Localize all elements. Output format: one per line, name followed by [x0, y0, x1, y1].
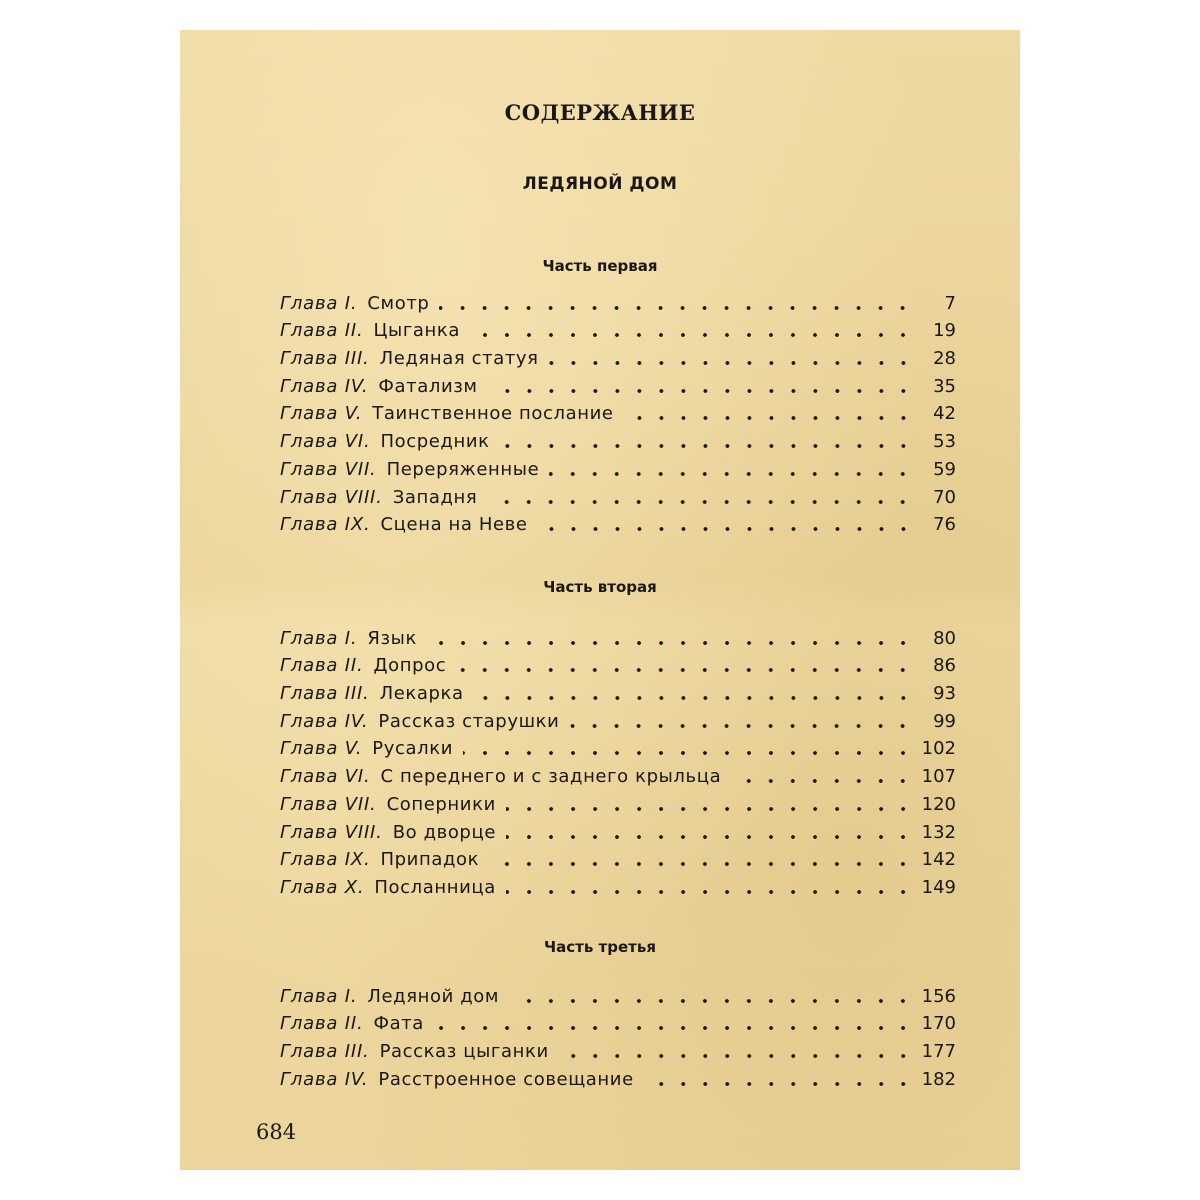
toc-entry	[280, 705, 956, 733]
chapter-label: Глава VII.	[280, 793, 377, 815]
chapter-label: Глава II.	[280, 1013, 364, 1035]
chapter-title: Сцена на Неве	[380, 514, 528, 536]
chapter-page: 156	[921, 985, 956, 1007]
toc-entry	[280, 342, 956, 370]
page-number: 684	[256, 1120, 297, 1144]
part-title-3: Часть третья	[544, 938, 656, 956]
chapter-page: 149	[921, 876, 956, 898]
dot-leader	[506, 834, 914, 840]
chapter-label: Глава VII.	[280, 458, 377, 480]
toc-entry	[280, 844, 956, 872]
chapter-label: Глава VIII.	[280, 486, 383, 508]
chapter-page: 107	[921, 766, 956, 788]
chapter-label: Глава III.	[280, 348, 370, 370]
toc-entry	[280, 425, 956, 453]
toc-entry	[280, 677, 956, 705]
dot-leader	[644, 1081, 914, 1087]
toc-entry	[280, 622, 956, 650]
toc-entry	[280, 980, 956, 1008]
chapter-label: Глава III.	[280, 1041, 370, 1063]
part-title-2: Часть вторая	[543, 578, 657, 596]
chapter-title: Рассказ старушки	[378, 710, 560, 732]
chapter-title: Расстроенное совещание	[378, 1068, 634, 1090]
dot-leader	[470, 332, 914, 338]
dot-leader	[427, 640, 914, 646]
chapter-page: 80	[933, 627, 956, 649]
dot-leader	[474, 695, 914, 701]
chapter-title: Смотр	[367, 292, 430, 314]
chapter-title: Переряженные	[386, 458, 540, 480]
chapter-label: Глава I.	[280, 292, 358, 314]
chapter-page: 28	[933, 348, 956, 370]
chapter-label: Глава III.	[280, 683, 370, 705]
chapter-label: Глава I.	[280, 627, 358, 649]
part-title-1: Часть первая	[542, 257, 658, 275]
chapter-page: 76	[933, 514, 956, 536]
dot-leader	[624, 415, 914, 421]
dot-leader	[549, 360, 914, 366]
dot-leader	[489, 861, 914, 867]
dot-leader	[731, 778, 914, 784]
dot-leader	[549, 471, 914, 477]
chapter-page: 93	[933, 683, 956, 705]
dot-leader	[569, 723, 914, 729]
work-title: ЛЕДЯНОЙ ДОМ	[522, 174, 678, 194]
toc-entry	[280, 315, 956, 343]
chapter-label: Глава I.	[280, 985, 358, 1007]
chapter-label: Глава VIII.	[280, 821, 383, 843]
chapter-page: 99	[933, 710, 956, 732]
dot-leader	[538, 526, 914, 532]
toc-entry	[280, 1008, 956, 1036]
chapter-title: Посредник	[380, 431, 490, 453]
toc-entry	[280, 760, 956, 788]
chapter-title: С переднего и с заднего крыльца	[380, 766, 722, 788]
chapter-page: 177	[921, 1041, 956, 1063]
chapter-page: 182	[921, 1068, 956, 1090]
toc-part-1	[280, 287, 956, 536]
chapter-label: Глава II.	[280, 320, 364, 342]
chapter-label: Глава IV.	[280, 375, 369, 397]
chapter-title: Соперники	[386, 793, 496, 815]
chapter-page: 142	[921, 849, 956, 871]
toc-entry	[280, 1035, 956, 1063]
toc-entry	[280, 398, 956, 426]
dot-leader	[506, 806, 914, 812]
dot-leader	[487, 499, 914, 505]
toc-entry	[280, 370, 956, 398]
chapter-title: Цыганка	[373, 320, 461, 342]
toc-entry	[280, 733, 956, 761]
dot-leader	[434, 1025, 914, 1031]
chapter-title: Западня	[392, 486, 478, 508]
dot-leader	[559, 1053, 914, 1059]
chapter-title: Язык	[367, 627, 417, 649]
toc-entry	[280, 788, 956, 816]
toc-entry	[280, 816, 956, 844]
dot-leader	[456, 667, 914, 673]
chapter-title: Допрос	[373, 655, 447, 677]
chapter-title: Фата	[373, 1013, 424, 1035]
dot-leader	[509, 998, 914, 1004]
chapter-title: Ледяная статуя	[379, 348, 539, 370]
toc-entry	[280, 509, 956, 537]
chapter-title: Фатализм	[378, 375, 478, 397]
chapter-page: 53	[933, 431, 956, 453]
chapter-label: Глава IX.	[280, 514, 371, 536]
dot-leader	[488, 388, 914, 394]
chapter-page: 42	[933, 403, 956, 425]
chapter-title: Лекарка	[379, 683, 464, 705]
chapter-title: Таинственное послание	[372, 403, 614, 425]
contents-title: СОДЕРЖАНИЕ	[504, 100, 696, 125]
chapter-label: Глава X.	[280, 876, 365, 898]
chapter-page: 7	[944, 292, 956, 314]
chapter-page: 132	[921, 821, 956, 843]
chapter-page: 59	[933, 458, 956, 480]
chapter-page: 35	[933, 375, 956, 397]
toc-entry	[280, 1063, 956, 1091]
toc-entry	[280, 650, 956, 678]
toc-part-3	[280, 980, 956, 1091]
toc-part-2	[280, 622, 956, 899]
chapter-title: Ледяной дом	[367, 985, 500, 1007]
toc-entry	[280, 287, 956, 315]
chapter-page: 102	[921, 738, 956, 760]
dot-leader	[463, 750, 914, 756]
dot-leader	[439, 305, 914, 311]
chapter-label: Глава IX.	[280, 849, 371, 871]
chapter-label: Глава IV.	[280, 710, 369, 732]
book-page	[180, 30, 1020, 1170]
chapter-title: Во дворце	[392, 821, 496, 843]
chapter-title: Посланница	[374, 876, 496, 898]
chapter-page: 170	[921, 1013, 956, 1035]
dot-leader	[500, 443, 914, 449]
chapter-label: Глава V.	[280, 738, 363, 760]
chapter-page: 120	[921, 793, 956, 815]
chapter-page: 70	[933, 486, 956, 508]
chapter-page: 86	[933, 655, 956, 677]
chapter-label: Глава V.	[280, 403, 363, 425]
chapter-label: Глава IV.	[280, 1068, 369, 1090]
chapter-page: 19	[933, 320, 956, 342]
toc-entry	[280, 453, 956, 481]
chapter-label: Глава II.	[280, 655, 364, 677]
dot-leader	[506, 889, 914, 895]
chapter-title: Припадок	[380, 849, 480, 871]
toc-entry	[280, 481, 956, 509]
chapter-title: Рассказ цыганки	[379, 1041, 549, 1063]
chapter-title: Русалки	[372, 738, 454, 760]
chapter-label: Глава VI.	[280, 766, 371, 788]
chapter-label: Глава VI.	[280, 431, 371, 453]
toc-entry	[280, 871, 956, 899]
